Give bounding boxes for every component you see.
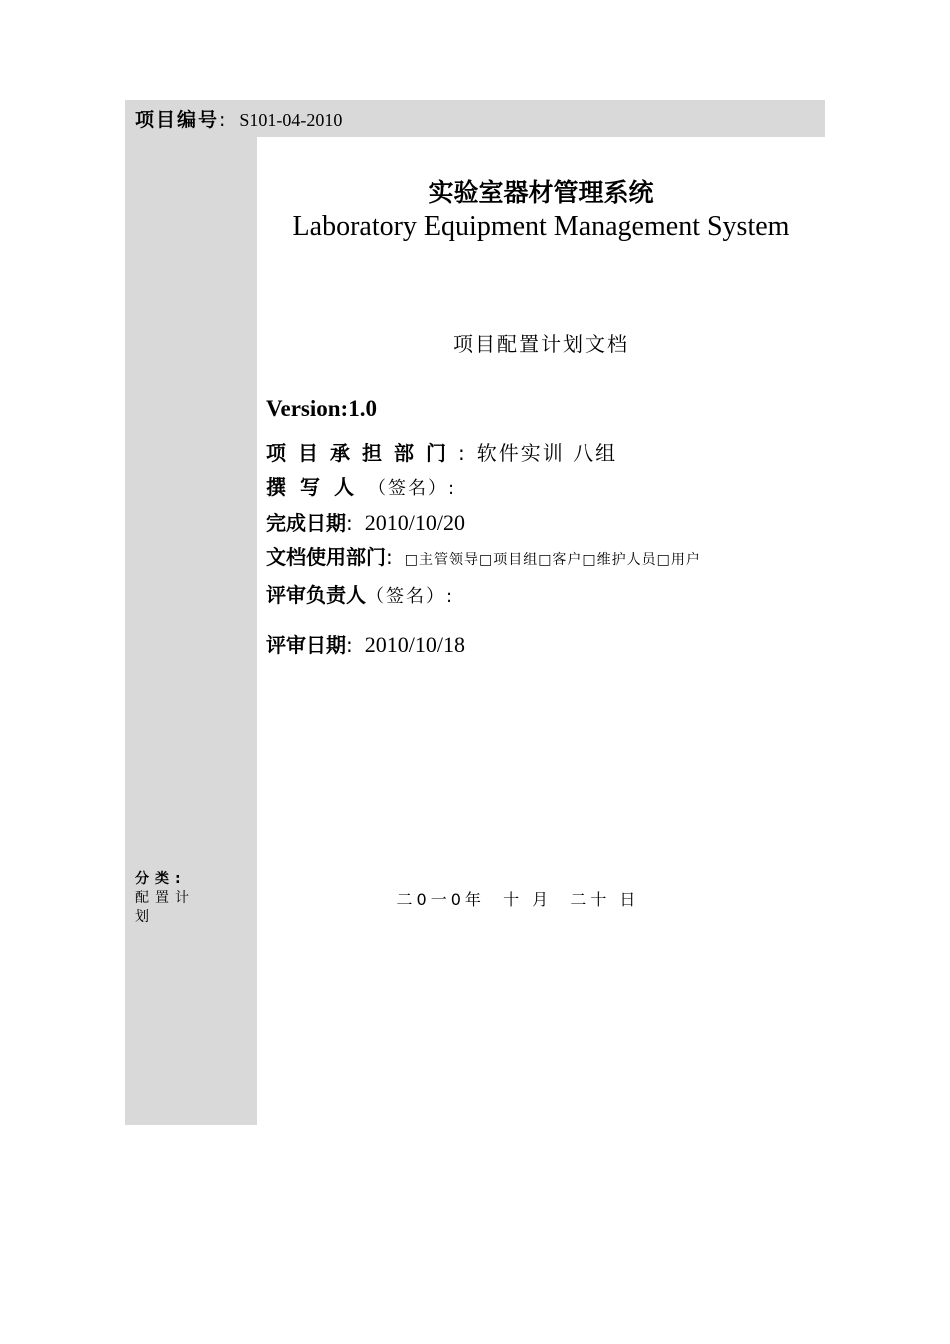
review-date-value: 2010/10/18 bbox=[364, 632, 465, 657]
footer-date: 二0一0年 十 月 二十 日 bbox=[396, 890, 640, 909]
department-value: 软件实训 八组 bbox=[476, 441, 618, 465]
usage-dept-field bbox=[266, 542, 701, 572]
reviewer-label: 评审负责人 bbox=[266, 583, 366, 607]
reviewer-sign: （签名）: bbox=[366, 586, 455, 607]
title-english: Laboratory Equipment Management System bbox=[292, 211, 790, 242]
project-code-colon: : bbox=[219, 109, 226, 131]
department-label: 项目承担部门 bbox=[266, 441, 458, 465]
project-code-label: 项目编号 bbox=[135, 109, 220, 131]
category-block bbox=[135, 870, 207, 927]
reviewer-field bbox=[266, 580, 454, 610]
completion-date-colon: : bbox=[346, 511, 353, 535]
review-date-field bbox=[266, 630, 465, 660]
department-field bbox=[266, 438, 617, 468]
usage-dept-options: □主管领导□项目组□客户□维护人员□用户 bbox=[404, 552, 701, 568]
completion-date-field bbox=[266, 508, 465, 538]
document-type: 项目配置计划文档 bbox=[453, 332, 629, 356]
author-label: 撰写人 bbox=[266, 475, 368, 499]
review-date-colon: : bbox=[346, 633, 353, 657]
usage-dept-colon: : bbox=[386, 545, 393, 569]
review-date-label: 评审日期 bbox=[266, 633, 346, 657]
author-sign: （签名）: bbox=[368, 478, 457, 499]
department-colon: : bbox=[458, 441, 465, 465]
category-label: 分类: bbox=[135, 871, 187, 887]
title-chinese: 实验室器材管理系统 bbox=[428, 178, 654, 207]
author-field bbox=[266, 472, 456, 502]
completion-date-label: 完成日期 bbox=[266, 511, 346, 535]
project-code-value: S101-04-2010 bbox=[239, 110, 343, 130]
version: Version:1.0 bbox=[266, 396, 377, 421]
side-panel bbox=[125, 100, 257, 1125]
usage-dept-label: 文档使用部门 bbox=[266, 545, 386, 569]
category-value: 配置计划 bbox=[135, 890, 195, 925]
completion-date-value: 2010/10/20 bbox=[364, 510, 465, 535]
project-code-row bbox=[135, 108, 342, 132]
